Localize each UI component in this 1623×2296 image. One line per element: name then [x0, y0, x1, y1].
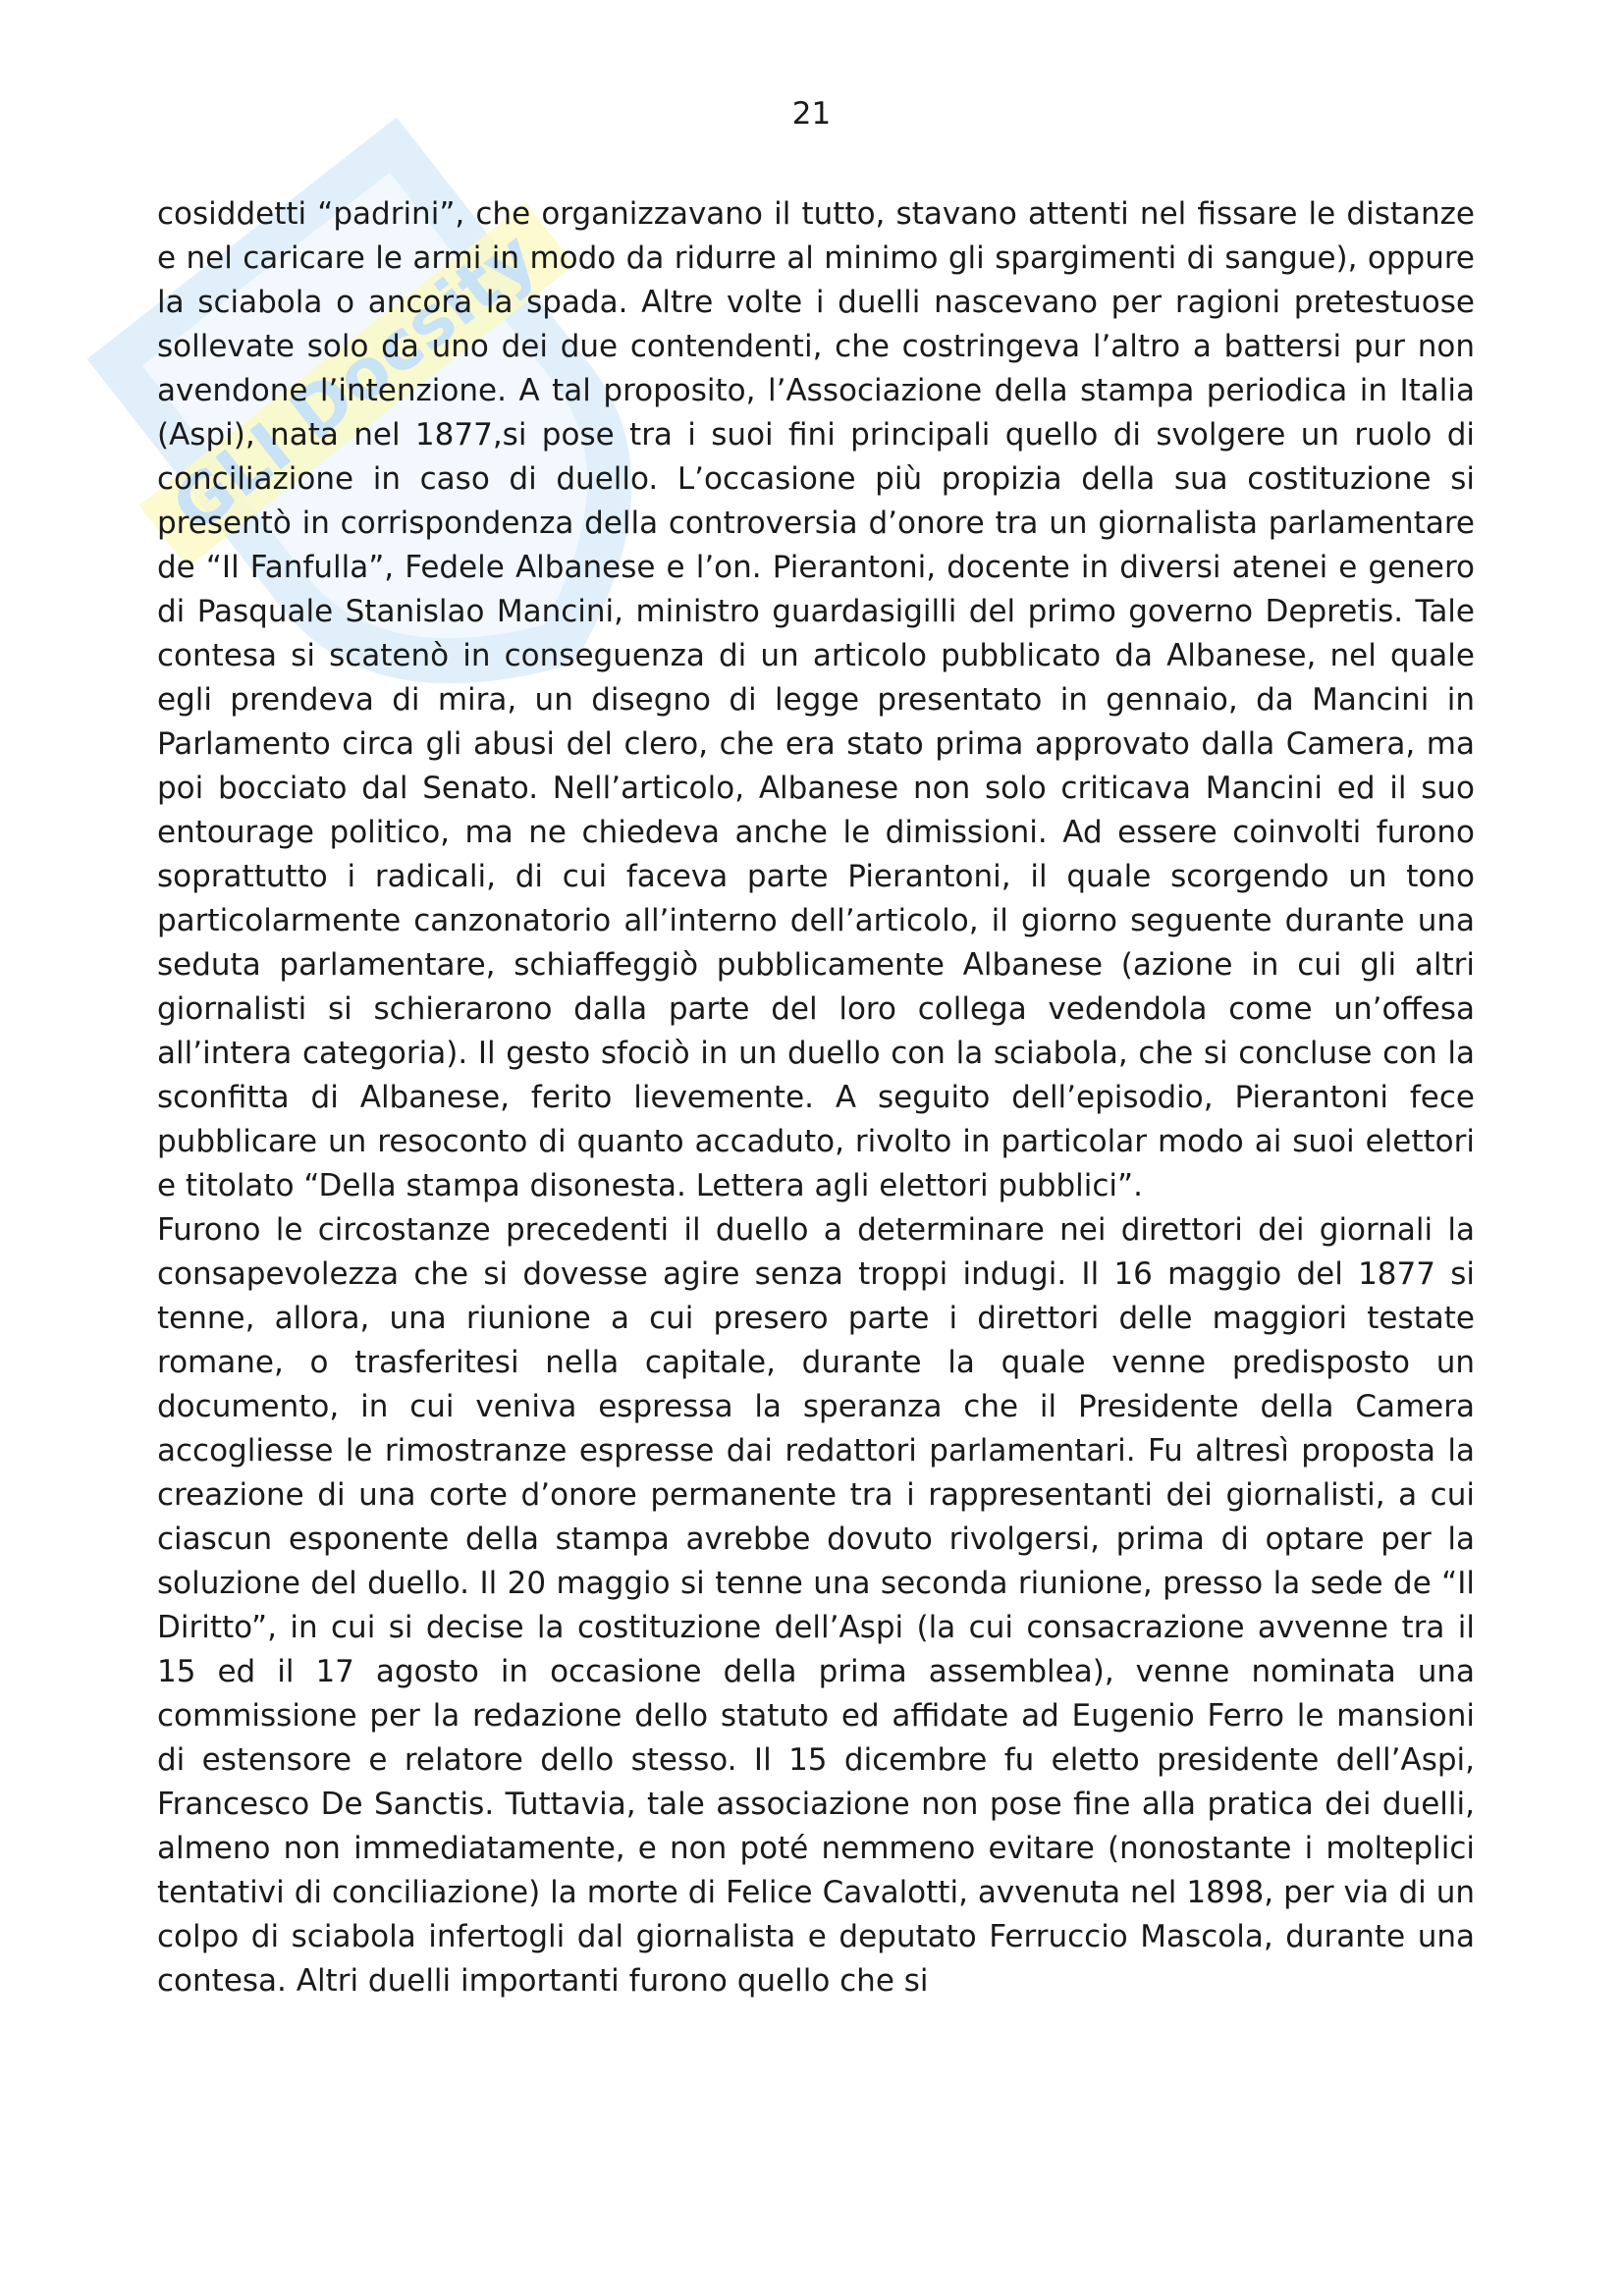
paragraph-1: cosiddetti “padrini”, che organizzavano il tutto, stavano attenti nel fissare le distanze e nel caricare le armi in modo da ridurre al minimo gli spargimenti di sangue), oppure la sciabola o ancora la spada. Altre volte i duelli nascevano per ragioni pretestuose sollevate solo da uno dei due contendenti, che costringeva l’altro a battersi pur non avendone l’intenzione. A tal proposito, l’Associazione della stampa periodica in Italia (Aspi), nata nel 1877,si pose tra i suoi fini principali quello di svolgere un ruolo di conciliazione in caso di duello. L’occasione più propizia della sua costituzione si presentò in corrispondenza della controversia d’onore tra un giornalista parlamentare de “Il Fanfulla”, Fedele Albanese e l’on. Pierantoni, docente in diversi atenei e genero di Pasquale Stanislao Mancini, ministro guardasigilli del primo governo Depretis. Tale contesa si scatenò in conseguenza di un articolo pubblicato da Albanese, nel quale egli prendeva di mira, un disegno di legge presentato in gennaio, da Mancini in Parlamento circa gli abusi del clero, che era stato prima approvato dalla Camera, ma poi bocciato dal Senato. Nell’articolo, Albanese non solo criticava Mancini ed il suo entourage politico, ma ne chiedeva anche le dimissioni. Ad essere coinvolti furono soprattutto i radicali, di cui faceva parte Pierantoni, il quale scorgendo un tono particolarmente canzonatorio all’interno dell’articolo, il giorno seguente durante una seduta parlamentare, schiaffeggiò pubblicamente Albanese (azione in cui gli altri giornalisti si schierarono dalla parte del loro collega vedendola come un’offesa all’intera categoria). Il gesto sfociò in un duello con la sciabola, che si concluse con la sconfitta di Albanese, ferito lievemente. A seguito dell’episodio, Pierantoni fece pubblicare un resoconto di quanto accaduto, rivolto in particolar modo ai suoi elettori e titolato “Della stampa disonesta. Lettera agli elettori pubblici”.: [157, 196, 1475, 1203]
paragraph-2: Furono le circostanze precedenti il duello a determinare nei direttori dei giornali la consapevolezza che si dovesse agire senza troppi indugi. Il 16 maggio del 1877 si tenne, allora, una riunione a cui presero parte i direttori delle maggiori testate romane, o trasferitesi nella capitale, durante la quale venne predisposto un documento, in cui veniva espressa la speranza che il Presidente della Camera accogliesse le rimostranze espresse dai redattori parlamentari. Fu altresì proposta la creazione di una corte d’onore permanente tra i rappresentanti dei giornalisti, a cui ciascun esponente della stampa avrebbe dovuto rivolgersi, prima di optare per la soluzione del duello. Il 20 maggio si tenne una seconda riunione, presso la sede de “Il Diritto”, in cui si decise la costituzione dell’Aspi (la cui consacrazione avvenne tra il 15 ed il 17 agosto in occasione della prima assemblea), venne nominata una commissione per la redazione dello statuto ed affidate ad Eugenio Ferro le mansioni di estensore e relatore dello stesso. Il 15 dicembre fu eletto presidente dell’Aspi, Francesco De Sanctis. Tuttavia, tale associazione non pose fine alla pratica dei duelli, almeno non immediatamente, e non poté nemmeno evitare (nonostante i molteplici tentativi di conciliazione) la morte di Felice Cavalotti, avvenuta nel 1898, per via di un colpo di sciabola infertogli dal giornalista e deputato Ferruccio Mascola, durante una contesa. Altri duelli importanti furono quello che si: [157, 1212, 1475, 1999]
watermark-text: GLI Docsity: [157, 215, 552, 549]
page-number: 21: [791, 96, 832, 132]
body-text: [157, 192, 1475, 2003]
